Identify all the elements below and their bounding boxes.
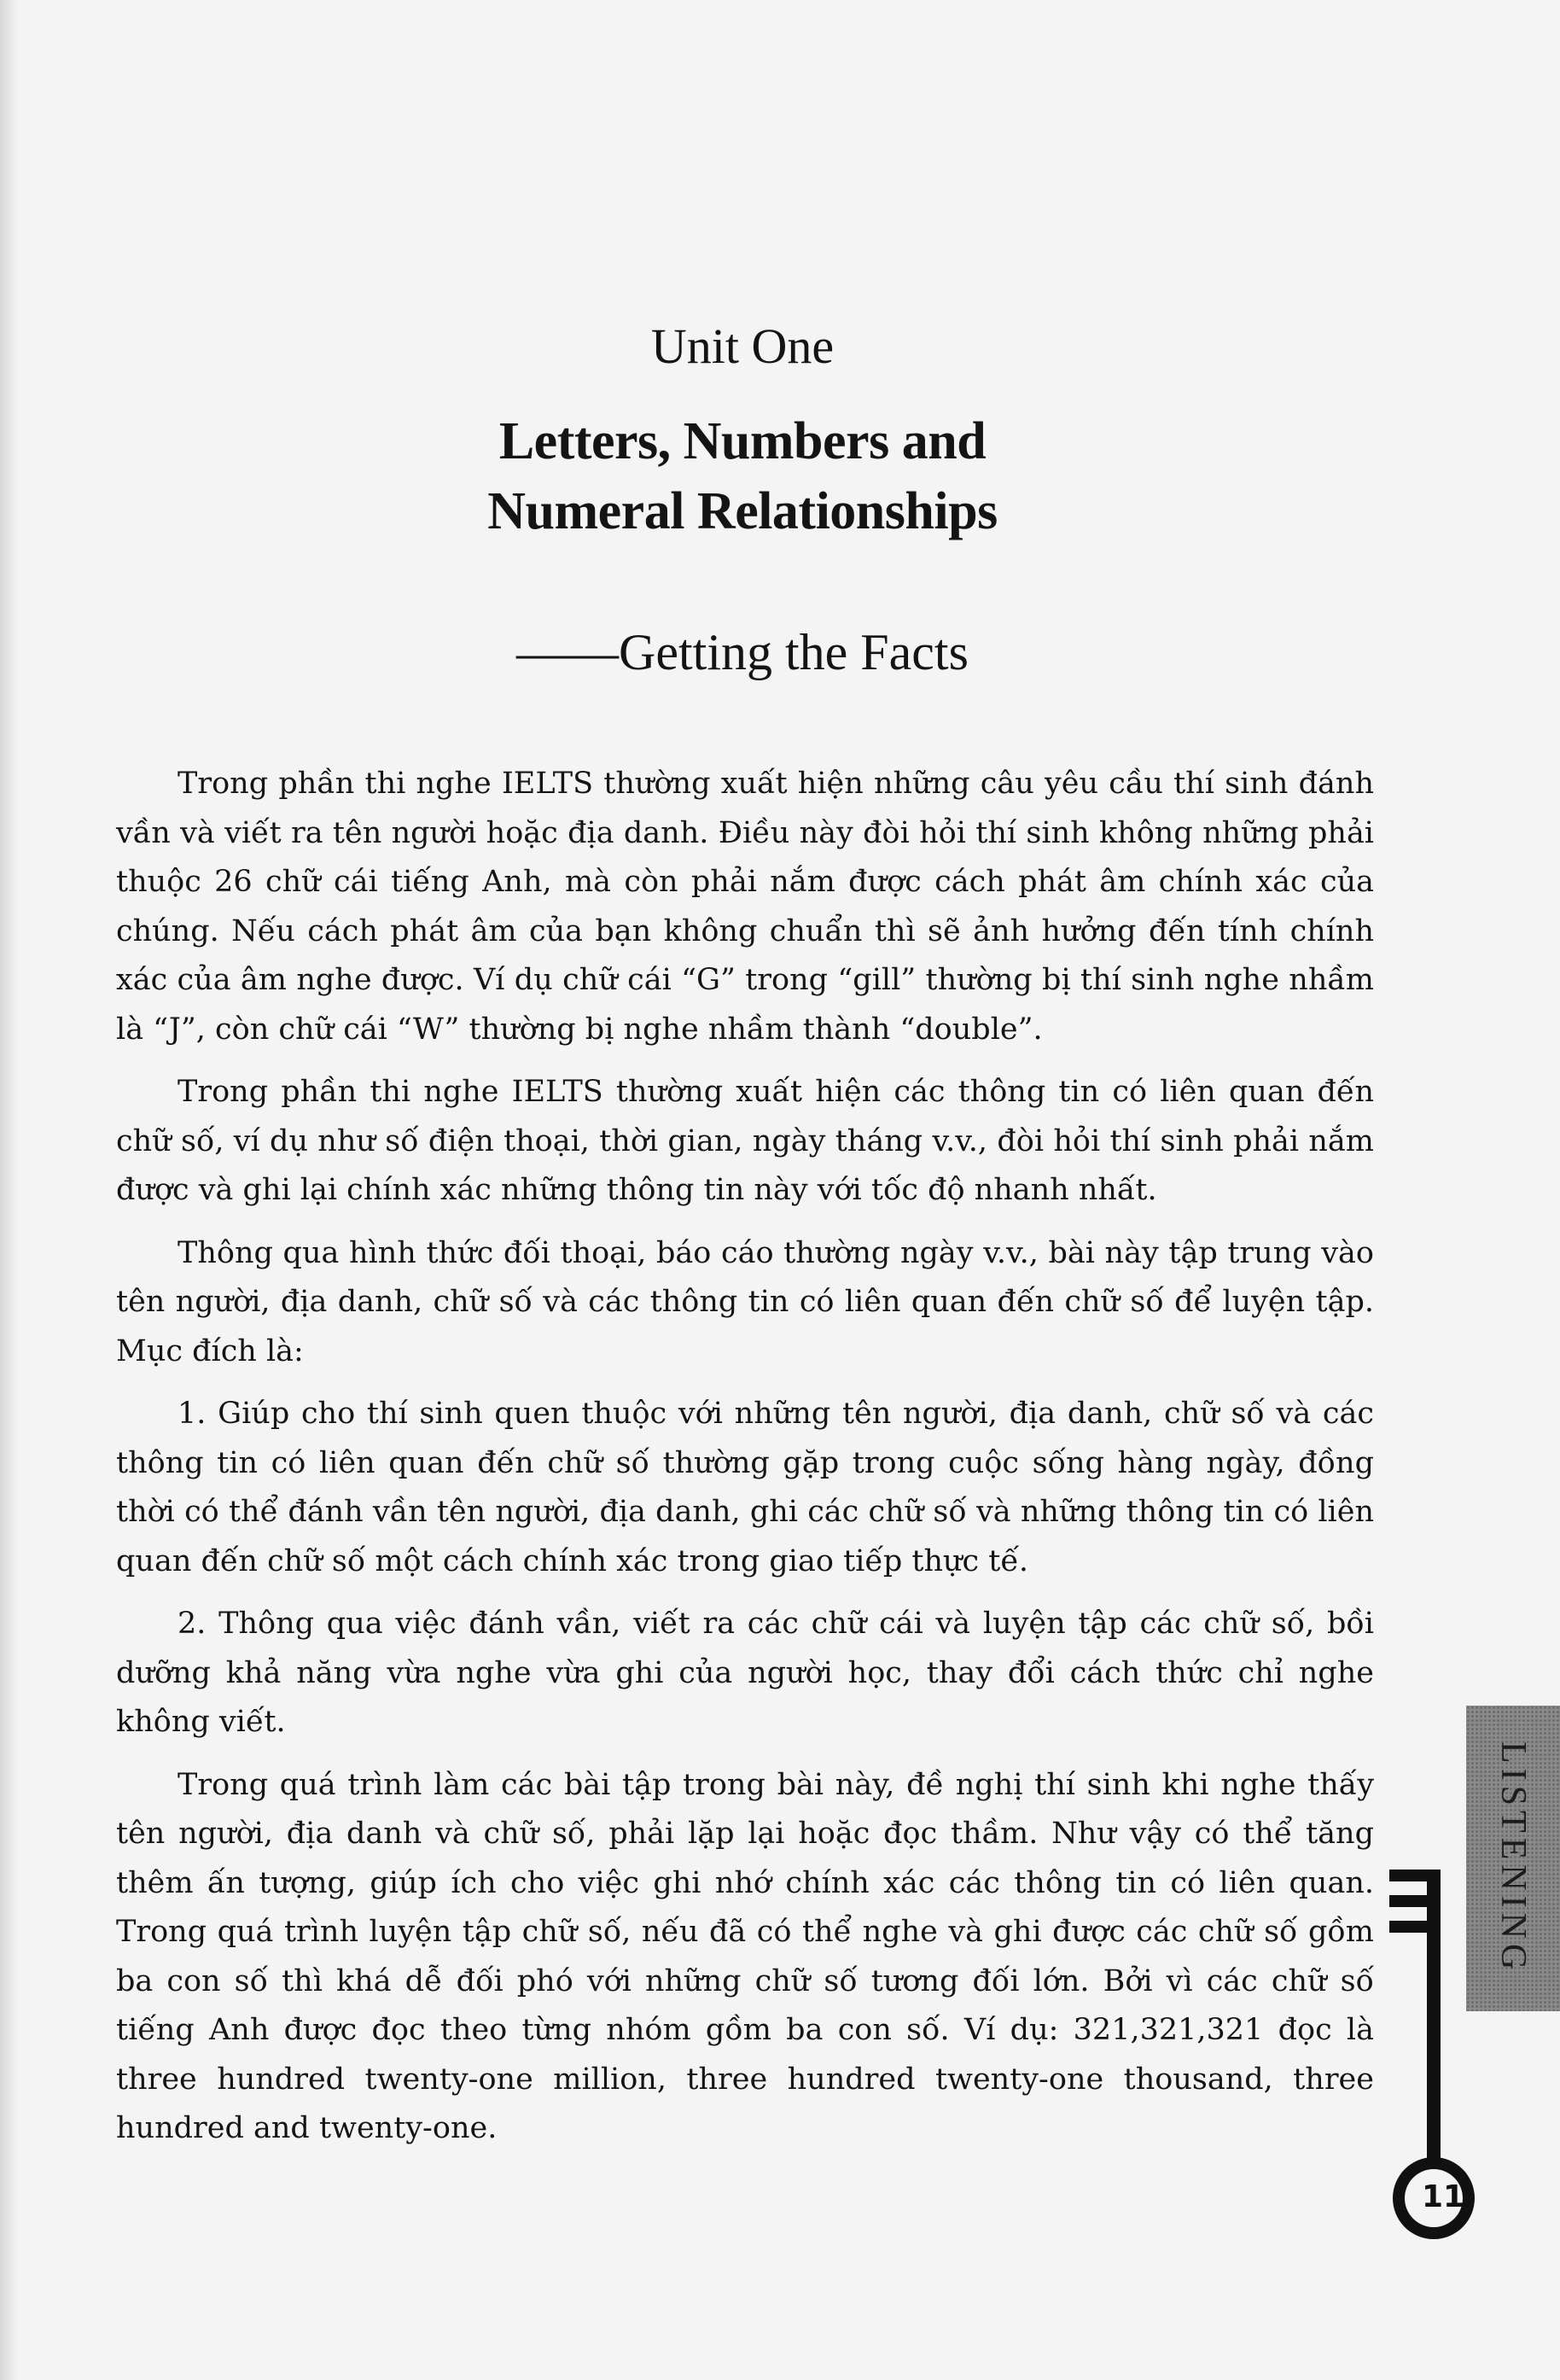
list-item: 2. Thông qua việc đánh vần, viết ra các chữ cái và luyện tập các chữ số, bồi dưỡng khả năng vừa nghe vừa ghi của người học, thay đổi cách thức chỉ nghe không viết.	[116, 1607, 1374, 1739]
paragraph: Trong phần thi nghe IELTS thường xuất hiện các thông tin có liên quan đến chữ số, ví dụ như số điện thoại, thời gian, ngày tháng v.v., đòi hỏi thí sinh phải nắm được và ghi lại chính xác những thông tin này với tốc độ nhanh nhất.	[116, 1075, 1374, 1207]
unit-title: Unit One	[650, 318, 835, 374]
chapter-title-line-1: Letters, Numbers and	[498, 412, 987, 470]
chapter-title-line-2: Numeral Relationships	[487, 482, 998, 540]
paragraph: Thông qua hình thức đối thoại, báo cáo thường ngày v.v., bài này tập trung vào tên người, địa danh, chữ số và các thông tin có liên quan đến chữ số để luyện tập. Mục đích là:	[116, 1235, 1374, 1368]
paragraph: Trong phần thi nghe IELTS thường xuất hiện những câu yêu cầu thí sinh đánh vần và viết ra tên người hoặc địa danh. Điều này đòi hỏi thí sinh không những phải thuộc 26 chữ cái tiếng Anh, mà còn phải nắm được cách phát âm chính xác của chúng. Nếu cách phát âm của bạn không chuẩn thì sẽ ảnh hưởng đến tính chính xác của âm nghe được. Ví dụ chữ cái “G” trong “gill” thường bị thí sinh nghe nhầm là “J”, còn chữ cái “W” thường bị nghe nhầm thành “double”.	[116, 767, 1374, 1047]
paragraph: Trong quá trình làm các bài tập trong bài này, đề nghị thí sinh khi nghe thấy tên người, địa danh và chữ số, phải lặp lại hoặc đọc thầm. Như vậy có thể tăng thêm ấn tượng, giúp ích cho việc ghi nhớ chính xác các thông tin có liên quan. Trong quá trình luyện tập chữ số, nếu đã có thể nghe và ghi được các chữ số gồm ba con số thì khá dễ đối phó với những chữ số tương đối lớn. Bởi vì các chữ số tiếng Anh được đọc theo từng nhóm gồm ba con số. Ví dụ: 321,321,321 đọc là three hundred twenty-one million, three hundred twenty-one thousand, three hundred and twenty-one.	[116, 1767, 1374, 2145]
chapter-title	[0, 406, 1485, 546]
chapter-subtitle: ——Getting the Facts	[516, 624, 969, 680]
list-item: 1. Giúp cho thí sinh quen thuộc với những tên người, địa danh, chữ số và các thông tin có liên quan đến chữ số thường gặp trong cuộc sống hàng ngày, đồng thời có thể đánh vần tên người, địa danh, ghi các chữ số và những thông tin có liên quan đến chữ số một cách chính xác trong giao tiếp thực tế.	[116, 1397, 1374, 1578]
body-text	[116, 760, 1374, 2167]
side-tab-text: LISTENING	[1493, 1741, 1533, 1975]
page-number: 11	[1421, 2179, 1465, 2214]
